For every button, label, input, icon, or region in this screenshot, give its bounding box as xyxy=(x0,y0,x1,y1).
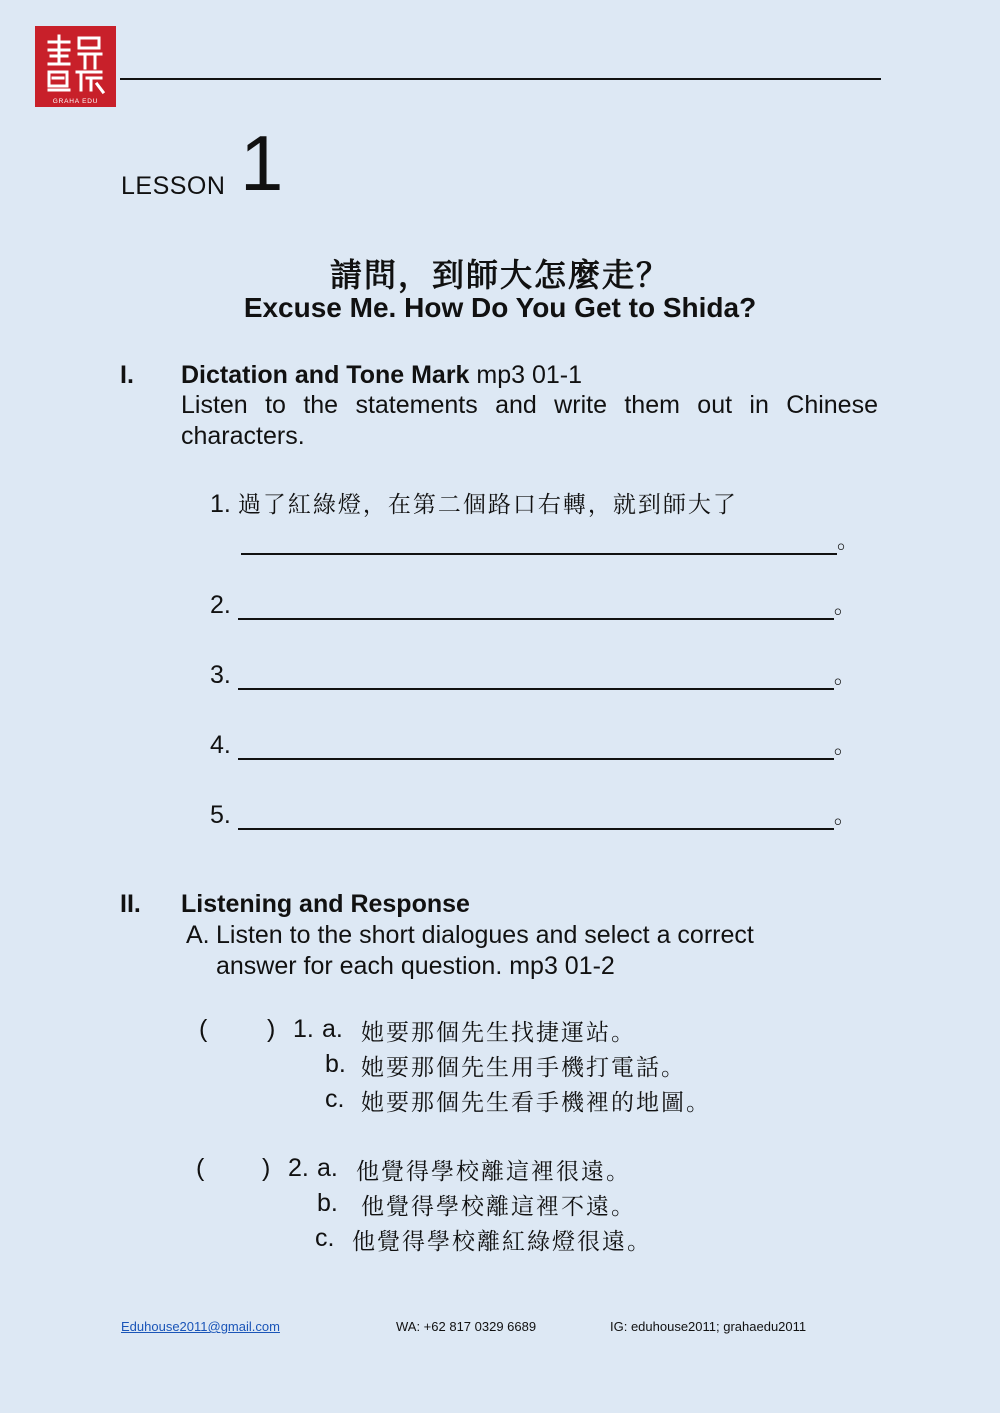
dictation-item-4 xyxy=(210,729,856,760)
section-1-instruction: Listen to the statements and write them out in Chinese characters. xyxy=(181,391,878,450)
q1-close-paren: ) xyxy=(267,1015,276,1043)
item-number: 1. xyxy=(210,490,231,518)
q1-option-b-letter: b. xyxy=(325,1050,346,1078)
lesson-title-english: Excuse Me. How Do You Get to Shida? xyxy=(243,292,757,323)
q2-close-paren: ) xyxy=(262,1154,271,1182)
answer-blank[interactable] xyxy=(238,664,834,690)
email-link[interactable]: Eduhouse2011@gmail.com xyxy=(121,1319,280,1334)
footer-instagram: IG: eduhouse2011; grahaedu2011 xyxy=(610,1319,807,1334)
lesson-title-chinese: 請問，到師大怎麼走？ xyxy=(329,256,670,294)
q2-number: 2. xyxy=(288,1154,309,1182)
graha-edu-logo xyxy=(35,26,116,107)
q1-option-a-letter: a. xyxy=(322,1015,343,1043)
period-mark: 。 xyxy=(833,733,856,758)
seal-logo-icon xyxy=(35,26,116,107)
item-number: 2. xyxy=(210,591,231,619)
period-mark: 。 xyxy=(833,663,856,688)
dictation-item-5 xyxy=(210,799,856,830)
q1-number: 1. xyxy=(293,1015,314,1043)
item-number: 4. xyxy=(210,731,231,759)
q2-option-c-letter: c. xyxy=(315,1224,335,1252)
header-rule xyxy=(120,78,881,80)
answer-blank[interactable] xyxy=(238,594,834,620)
footer-whatsapp: WA: +62 817 0329 6689 xyxy=(396,1319,537,1334)
period-mark: 。 xyxy=(833,803,856,828)
q2-option-c-text: 他覺得學校離紅綠燈很遠。 xyxy=(352,1229,652,1255)
q2-option-a-text: 他覺得學校離這裡很遠。 xyxy=(356,1159,631,1185)
q1-open-paren: ( xyxy=(199,1015,208,1043)
section-1-title: Dictation and Tone Mark xyxy=(181,361,470,389)
lesson-label: LESSON xyxy=(121,172,226,200)
q1-option-b-text: 她要那個先生用手機打電話。 xyxy=(361,1055,686,1081)
item-number: 5. xyxy=(210,801,231,829)
dictation-item-1 xyxy=(210,486,738,519)
q1-answer-box[interactable] xyxy=(213,1012,265,1044)
section-2-number: II. xyxy=(120,890,141,918)
example-sentence: 過了紅綠燈，在第二個路口右轉，就到師大了 xyxy=(237,492,738,518)
q2-option-b-letter: b. xyxy=(317,1189,338,1217)
section-2-instruction-line-1: Listen to the short dialogues and select a correct xyxy=(216,921,754,949)
lesson-number: 1 xyxy=(240,119,284,207)
section-1-number: I. xyxy=(120,361,134,389)
q1-option-a-text: 她要那個先生找捷運站。 xyxy=(361,1020,636,1046)
period-mark: 。 xyxy=(837,528,860,553)
answer-blank[interactable] xyxy=(241,529,837,555)
q2-answer-box[interactable] xyxy=(210,1151,260,1183)
q2-option-a-letter: a. xyxy=(317,1154,338,1182)
dictation-item-2 xyxy=(210,589,856,620)
dictation-line-1 xyxy=(241,524,859,555)
svg-text:GRAHA EDU: GRAHA EDU xyxy=(52,98,99,105)
period-mark: 。 xyxy=(833,593,856,618)
section-2-title: Listening and Response xyxy=(181,890,470,918)
dictation-item-3 xyxy=(210,659,856,690)
q2-option-b-text: 他覺得學校離這裡不遠。 xyxy=(361,1194,636,1220)
q1-option-c-letter: c. xyxy=(325,1085,345,1113)
item-number: 3. xyxy=(210,661,231,689)
section-2-sub-label: A. xyxy=(186,921,210,949)
q1-option-c-text: 她要那個先生看手機裡的地圖。 xyxy=(361,1090,711,1116)
q2-open-paren: ( xyxy=(196,1154,205,1182)
section-1-heading xyxy=(181,361,582,390)
footer-email[interactable] xyxy=(121,1319,280,1334)
answer-blank[interactable] xyxy=(238,734,834,760)
section-2-instruction-line-2: answer for each question. mp3 01-2 xyxy=(216,952,615,980)
answer-blank[interactable] xyxy=(238,804,834,830)
section-1-audio: mp3 01-1 xyxy=(476,361,583,389)
